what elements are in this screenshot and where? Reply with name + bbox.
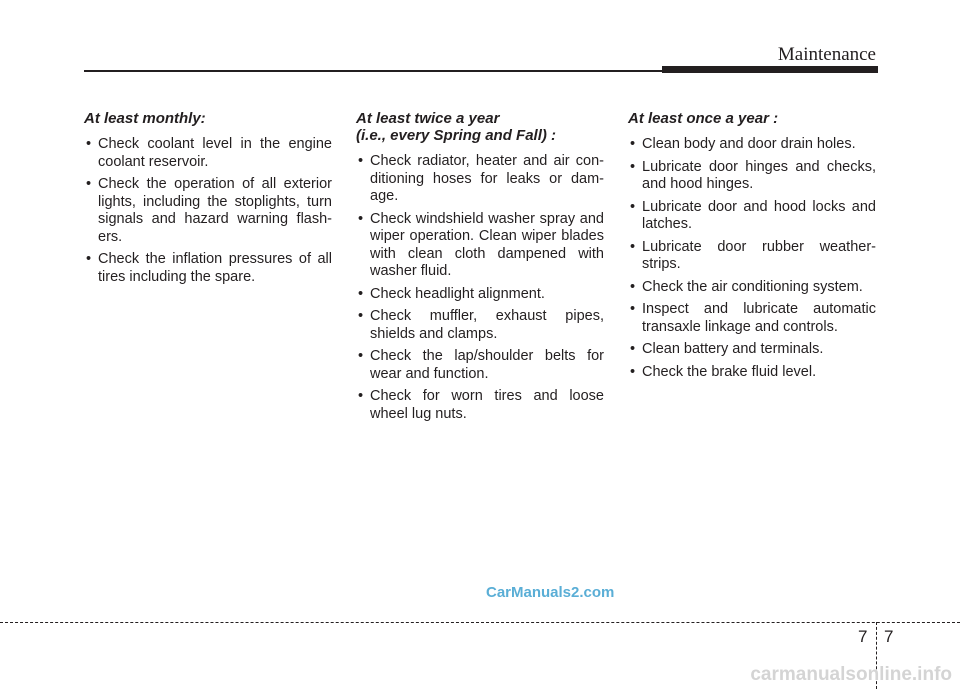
list-item-text: Inspect and lubricate automatic transaxle linkage and controls. [642,301,876,335]
list-item-text: Lubricate door and hood locks and latches. [642,198,876,232]
column-heading: At least monthly: [84,110,206,127]
list-item-text: Check the operation of all exterior lights, including the stoplights, turn signals and hazard warning flash- ers. [98,176,332,245]
bullet-icon: • [358,210,364,227]
list-item-text: Check coolant level in the engine coolant reservoir. [98,136,332,170]
list-item [356,153,604,206]
list-item-text: Check headlight alignment. [370,285,545,302]
list-item-text: Check the inflation pressures of all tires including the spare. [98,251,332,285]
list-item [628,279,876,297]
page-number: 7 [884,627,894,646]
bullet-icon: • [630,158,636,175]
bullet-icon: • [630,278,636,295]
header-rule-thin [84,70,662,72]
list-item-text: Clean body and door drain holes. [642,136,856,152]
bullet-icon: • [630,301,636,317]
checklist [356,153,604,423]
list-item [356,348,604,383]
bullet-icon: • [358,285,364,302]
column-heading-line: (i.e., every Spring and Fall) : [356,127,557,144]
column-twice-yearly [356,110,604,428]
list-item-text: Check the air conditioning system. [642,278,863,295]
checklist [84,136,332,286]
checklist [628,136,876,381]
list-item [356,388,604,423]
bullet-icon: • [630,198,636,215]
list-item [628,364,876,382]
header-rule-thick [662,66,878,73]
watermark-link[interactable]: CarManuals2.com [486,584,615,601]
column-yearly [628,110,876,386]
bullet-icon: • [630,363,636,380]
list-item-text: Check muffler, exhaust pipes, shields and clamps. [370,308,604,342]
list-item [628,136,876,154]
bullet-icon: • [86,251,92,267]
bullet-icon: • [86,136,92,152]
chapter-number: 7 [858,627,868,646]
column-heading: At least once a year : [628,110,779,127]
bullet-icon: • [358,153,364,169]
column-monthly [84,110,332,291]
column-heading [356,110,604,144]
bullet-icon: • [86,176,92,192]
list-item-text: Check for worn tires and loose wheel lug nuts. [370,388,604,422]
section-title: Maintenance [777,44,876,65]
footer-watermark: carmanualsonline.info [750,664,952,685]
list-item-text: Lubricate door hinges and checks, and hood hinges. [642,158,876,192]
list-item [628,239,876,274]
bullet-icon: • [358,388,364,404]
list-item [628,301,876,336]
list-item-text: Check the lap/shoulder belts for wear and function. [370,348,604,382]
bullet-icon: • [630,238,636,255]
list-item-text: Lubricate door rubber weather- strips. [642,238,876,272]
bullet-icon: • [630,136,636,152]
list-item [84,176,332,246]
list-item [628,159,876,194]
footer-dashed-rule [0,622,960,623]
list-item [84,136,332,171]
column-heading-line: At least twice a year [356,110,500,127]
list-item [84,251,332,286]
bullet-icon: • [358,348,364,364]
list-item-text: Check windshield washer spray and wiper operation. Clean wiper blades with clean cloth dampened with washer fluid. [370,210,604,279]
list-item [356,308,604,343]
list-item-text: Check radiator, heater and air con- ditioning hoses for leaks or dam- age. [370,153,604,204]
list-item [628,341,876,359]
bullet-icon: • [358,308,364,324]
list-item [356,286,604,304]
list-item-text: Check the brake fluid level. [642,363,817,380]
list-item [628,199,876,234]
list-item-text: Clean battery and terminals. [642,341,824,357]
list-item [356,211,604,281]
bullet-icon: • [630,341,636,357]
